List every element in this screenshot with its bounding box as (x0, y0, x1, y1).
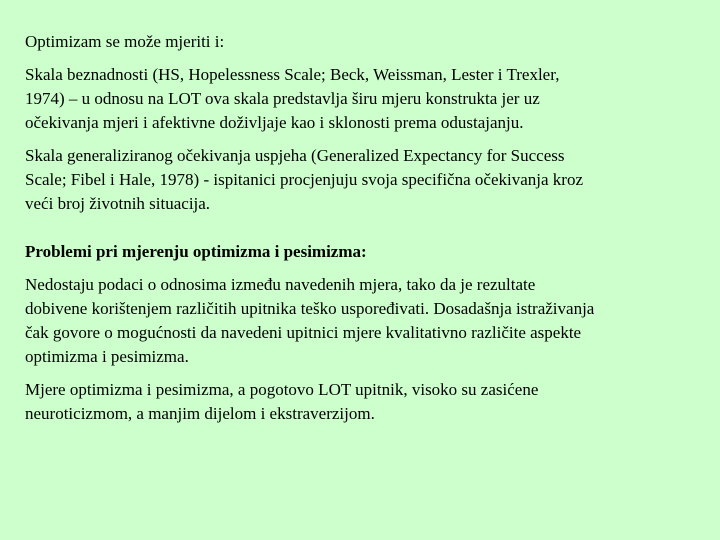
intro-text: Optimizam se može mjeriti i: (25, 32, 225, 51)
paragraph-measurement-problems: Nedostaju podaci o odnosima između navedenih mjera, tako da je rezultate dobivene korištenjem različitih upitnika teško uspoređivati. Dosadašnja istraživanja čak govore o mogućnosti da navedeni upitnici mjere kvalitativno različite aspekte optimizma i pesimizma. (25, 275, 595, 366)
slide-content (25, 30, 700, 435)
section-heading: Problemi pri mjerenju optimizma i pesimizma: (25, 242, 367, 261)
paragraph-neuroticism: Mjere optimizma i pesimizma, a pogotovo LOT upitnik, visoko su zasićene neuroticizmom, a manjim dijelom i ekstraverzijom. (25, 380, 539, 423)
paragraph-success-expectancy-scale: Skala generaliziranog očekivanja uspjeha (Generalized Expectancy for Success Scale; Fibel i Hale, 1978) - ispitanici procjenjuju svoja specifična očekivanja kroz veći broj životnih situacija. (25, 146, 583, 213)
paragraph-hopelessness-scale: Skala beznadnosti (HS, Hopelessness Scale; Beck, Weissman, Lester i Trexler, 1974) – u odnosu na LOT ova skala predstavlja širu mjeru konstrukta jer uz očekivanja mjeri i afektivne doživljaje kao i sklonosti prema odustajanju. (25, 65, 560, 132)
